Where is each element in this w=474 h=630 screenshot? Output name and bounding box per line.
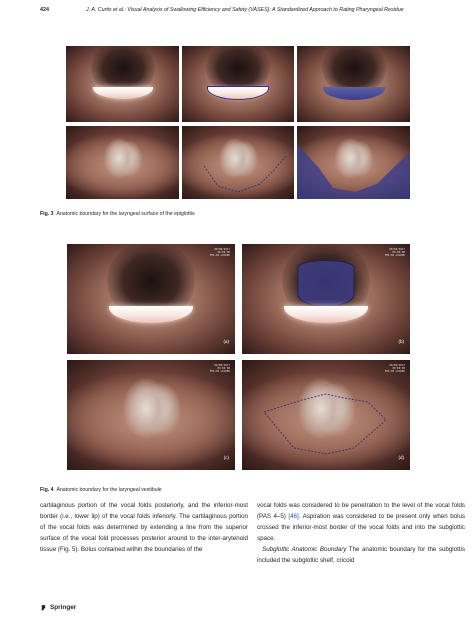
fig4-label-d: (d) <box>398 455 404 460</box>
fig4-caption: Fig. 4 Anatomic boundary for the laryngeal vestibule <box>40 487 162 493</box>
fig3-image-bottom-1 <box>66 126 179 199</box>
running-header <box>40 5 442 17</box>
fig4-c-stamp: 00/00/2017 00:00:00 FPS:30 LOCKED <box>209 364 230 374</box>
fig3-filled-boundary <box>297 126 410 199</box>
fig3-image-top-3 <box>297 46 410 122</box>
fig4-b-stamp: 00/00/2017 00:00:00 FPS:30 LOCKED <box>384 248 405 258</box>
fig4-label-b: (b) <box>398 339 404 344</box>
fig3-image-bottom-2 <box>182 126 294 199</box>
fig4-vestibule-overlay <box>242 244 410 354</box>
subglottic-heading: Subglottic Anatomic Boundary <box>262 545 347 553</box>
fig3-dashed-boundary <box>182 126 294 199</box>
page-number: 424 <box>40 7 49 13</box>
body-right-paragraph: vocal folds was considered to be penetration to the level of the vocal folds (PAS 4–5) [46]. Aspiration was considered to be present only when bolus crossed the inferior-most border of the vocal folds and into the subglottic space. Subglottic Anatomic Boundary The anatomic boundary for the subglottis included the subglottic shelf, cricoid <box>257 502 465 564</box>
fig4-panel-a <box>67 244 235 354</box>
springer-horse-icon <box>40 604 47 611</box>
body-right-column <box>257 501 465 566</box>
publisher-name: Springer <box>50 604 77 611</box>
fig4-a-stamp: 00/00/2017 00:00:00 FPS:30 LOCKED <box>209 248 230 258</box>
fig3-image-bottom-3 <box>297 126 410 199</box>
fig3-image-top-1 <box>66 46 179 122</box>
fig4-panel-d <box>242 360 410 470</box>
publisher-footer <box>40 604 76 611</box>
fig4-d-stamp: 00/00/2017 00:00:00 FPS:30 LOCKED <box>384 364 405 374</box>
fig4-label-c: (c) <box>223 455 229 460</box>
fig3-caption: Fig. 3 Anatomic boundary for the laryngeal surface of the epiglottis <box>40 211 195 217</box>
body-left-paragraph: cartilaginous portion of the vocal folds posteriorly, and the inferior-most border (i.e., lower lip) of the vocal folds inferiorly. The cartilaginous portion of the vocal folds was determined by extending a line from the superior surface of the vocal fold processes posterior around to the inter-arytenoid tissue (Fig. 5). Bolus contained within the boundaries of the <box>40 502 248 553</box>
reference-link-46[interactable]: [46] <box>288 512 299 520</box>
running-head: J. A. Curtis et al.: Visual Analysis of Swallowing Efficiency and Safety (VASES): A Standardized Approach to Rating Pharyngeal Residue <box>86 7 404 13</box>
fig4-panel-c <box>67 360 235 470</box>
fig4-panel-b <box>242 244 410 354</box>
fig3-image-top-2 <box>182 46 294 122</box>
body-left-column <box>40 501 248 556</box>
fig4-dashed-boundary <box>242 360 410 470</box>
fig4-label-a: (a) <box>223 339 229 344</box>
